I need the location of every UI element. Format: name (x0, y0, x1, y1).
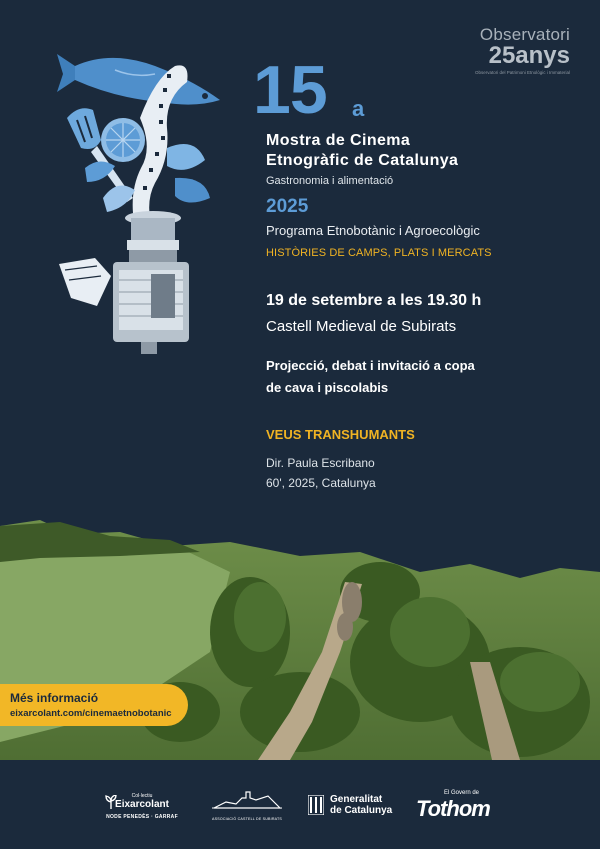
sprout-icon (105, 795, 117, 809)
event-description-line1: Projecció, debat i invitació a copa (266, 358, 475, 373)
more-info-pill[interactable] (0, 684, 188, 726)
senyera-icon (308, 795, 324, 815)
fish-icon (57, 54, 220, 105)
castell-subirats-label: ASSOCIACIÓ CASTELL DE SUBIRATS (212, 817, 282, 821)
generalitat-line1: Generalitat (330, 794, 383, 805)
film-title: VEUS TRANSHUMANTS (266, 427, 415, 442)
event-description-line2: de cava i piscolabis (266, 380, 389, 395)
eixarcolant-logo (103, 793, 181, 820)
more-info-url[interactable]: eixarcolant.com/cinemaetnobotanic (10, 708, 172, 719)
film-director: Dir. Paula Escribano (266, 456, 375, 470)
eixarcolant-name: Eixarcolant (115, 799, 169, 810)
festival-title-line1: Mostra de Cinema (266, 132, 411, 149)
govern-main-text: Tothom (416, 796, 490, 821)
film-meta: 60', 2025, Catalunya (266, 476, 376, 490)
festival-title-line2: Etnogràfic de Catalunya (266, 152, 459, 169)
orange-slice-icon (101, 118, 145, 162)
castle-icon (212, 788, 282, 810)
camera-collage-illustration (55, 48, 245, 358)
vintage-camera-icon (59, 258, 189, 354)
eixarcolant-pre: Col·lectiu (131, 793, 153, 799)
program-tagline: HISTÒRIES DE CAMPS, PLATS I MERCATS (266, 247, 492, 259)
observatori-anniversary: 25anys (488, 42, 570, 69)
castell-subirats-logo (208, 788, 286, 821)
edition-suffix: a (352, 96, 365, 121)
govern-small-text: El Govern de (444, 790, 480, 796)
program-name: Programa Etnobotànic i Agroecològic (266, 223, 480, 238)
generalitat-line2: de Catalunya (330, 805, 393, 816)
event-venue: Castell Medieval de Subirats (266, 318, 457, 335)
more-info-heading: Més informació (10, 691, 99, 705)
camera-lens-icon (125, 211, 181, 262)
edition-number: 15 (253, 52, 327, 128)
eixarcolant-node: NODE PENEDÈS · GARRAF (106, 814, 178, 820)
observatori-logo (475, 26, 570, 76)
festival-subtitle: Gastronomia i alimentació (266, 175, 394, 187)
sponsor-footer (0, 760, 600, 849)
observatori-subtitle: Observatori del Patrimoni Etnològic i Immaterial (474, 70, 570, 75)
event-date: 19 de setembre a les 19.30 h (266, 292, 482, 309)
observatori-name: Observatori (479, 25, 570, 44)
festival-year: 2025 (266, 196, 309, 217)
